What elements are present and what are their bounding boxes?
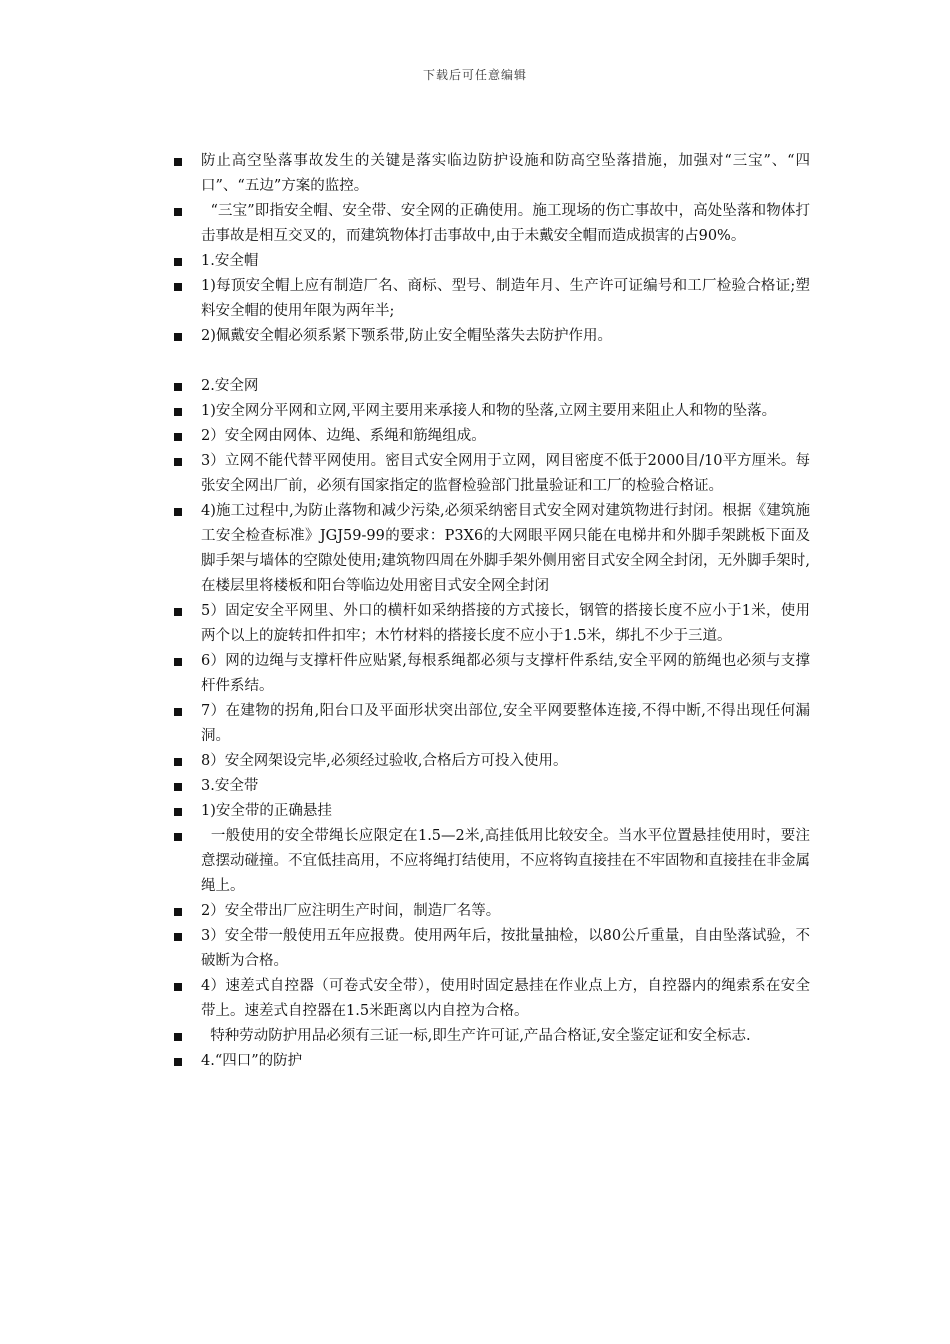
list-item [170,424,810,449]
list-item-text: 4)施工过程中,为防止落物和减少污染,必须采纳密目式安全网对建筑物进行封闭。根据《建筑施工安全检查标准》JGJ59-99的要求：P3X6的大网眼平网只能在电梯井和外脚手架跳板下面及脚手架与墙体的空隙处使用;建筑物四周在外脚手架外侧用密目式安全网全封闭，无外脚手架时,在楼层里将楼板和阳台等临边处用密目式安全网全封闭 [201,503,810,594]
list-item-text: 3.安全带 [201,778,259,794]
list-item [170,774,810,799]
list-item-text: 6）网的边绳与支撑杆件应贴紧,每根系绳都必须与支撑杆件系结,安全平网的筋绳也必须与支撑杆件系结。 [201,653,810,694]
square-bullet-icon [174,383,182,391]
square-bullet-icon [174,283,182,291]
list-item-text: 1)每顶安全帽上应有制造厂名、商标、型号、制造年月、生产许可证编号和工厂检验合格证;塑料安全帽的使用年限为两年半; [201,278,810,319]
list-item-text: 4）速差式自控器（可卷式安全带），使用时固定悬挂在作业点上方，自控器内的绳索系在安全带上。速差式自控器在1.5米距离以内自控为合格。 [201,978,810,1019]
list-item [170,974,810,1024]
list-item-text: 2.安全网 [201,378,259,394]
list-item-text: 7）在建物的拐角,阳台口及平面形状突出部位,安全平网要整体连接,不得中断,不得出现任何漏洞。 [201,703,810,744]
list-item [170,749,810,774]
list-item-text: 8）安全网架设完毕,必须经过验收,合格后方可投入使用。 [201,753,568,769]
list-item [170,274,810,324]
list-item [170,899,810,924]
square-bullet-icon [174,608,182,616]
square-bullet-icon [174,908,182,916]
list-item [170,599,810,649]
list-item [170,649,810,699]
list-item-text: 3）立网不能代替平网使用。密目式安全网用于立网，网目密度不低于2000目/10平方厘米。每张安全网出厂前，必须有国家指定的监督检验部门批量验证和工厂的检验合格证。 [201,453,810,494]
list-item-text: 1)安全网分平网和立网,平网主要用来承接人和物的坠落,立网主要用来阻止人和物的坠落。 [201,403,777,419]
square-bullet-icon [174,408,182,416]
square-bullet-icon [174,933,182,941]
square-bullet-icon [174,808,182,816]
list-item-text: 1.安全帽 [201,253,259,269]
list-item [170,699,810,749]
square-bullet-icon [174,1058,182,1066]
square-bullet-icon [174,333,182,341]
square-bullet-icon [174,158,182,166]
list-item [170,199,810,249]
list-item-text: 一般使用的安全带绳长应限定在1.5—2米,高挂低用比较安全。当水平位置悬挂使用时，要注意摆动碰撞。不宜低挂高用，不应将绳打结使用，不应将钩直接挂在不牢固物和直接挂在非金属绳上。 [201,828,810,894]
blank-line [170,349,810,374]
list-item [170,824,810,899]
list-item-text: 2）安全网由网体、边绳、系绳和筋绳组成。 [201,428,486,444]
list-item [170,449,810,499]
list-item-text: 2）安全带出厂应注明生产时间，制造厂名等。 [201,903,501,919]
square-bullet-icon [174,833,182,841]
square-bullet-icon [174,258,182,266]
list-item [170,249,810,274]
square-bullet-icon [174,208,182,216]
square-bullet-icon [174,708,182,716]
square-bullet-icon [174,458,182,466]
list-item [170,399,810,424]
list-item [170,1024,810,1049]
square-bullet-icon [174,983,182,991]
square-bullet-icon [174,783,182,791]
list-item [170,924,810,974]
square-bullet-icon [174,1033,182,1041]
list-item-text: 5）固定安全平网里、外口的横杆如采纳搭接的方式接长，钢管的搭接长度不应小于1米，使用两个以上的旋转扣件扣牢；木竹材料的搭接长度不应小于1.5米，绑扎不少于三道。 [201,603,810,644]
list-item [170,499,810,599]
list-item [170,149,810,199]
list-item-text: 4.“四口”的防护 [201,1053,303,1069]
page-header: 下载后可任意编辑 [422,68,527,82]
list-item [170,799,810,824]
square-bullet-icon [174,658,182,666]
list-item-text: 3）安全带一般使用五年应报费。使用两年后，按批量抽检，以80公斤重量，自由坠落试验，不破断为合格。 [201,928,810,969]
square-bullet-icon [174,508,182,516]
list-item-text: “三宝”即指安全帽、安全带、安全网的正确使用。施工现场的伤亡事故中，高处坠落和物体打击事故是相互交叉的，而建筑物体打击事故中,由于未戴安全帽而造成损害的占90%。 [201,203,810,244]
list-item-text: 防止高空坠落事故发生的关键是落实临边防护设施和防高空坠落措施，加强对“三宝”、“四口”、“五边”方案的监控。 [201,153,810,194]
list-item-text: 2)佩戴安全帽必须系紧下颚系带,防止安全帽坠落失去防护作用。 [201,328,612,344]
square-bullet-icon [174,433,182,441]
list-item [170,374,810,399]
square-bullet-icon [174,758,182,766]
list-item [170,324,810,349]
list-item-text: 1)安全带的正确悬挂 [201,803,332,819]
list-item [170,1049,810,1074]
document-body [170,149,810,1074]
list-item-text: 特种劳动防护用品必须有三证一标,即生产许可证,产品合格证,安全鉴定证和安全标志. [201,1028,751,1044]
